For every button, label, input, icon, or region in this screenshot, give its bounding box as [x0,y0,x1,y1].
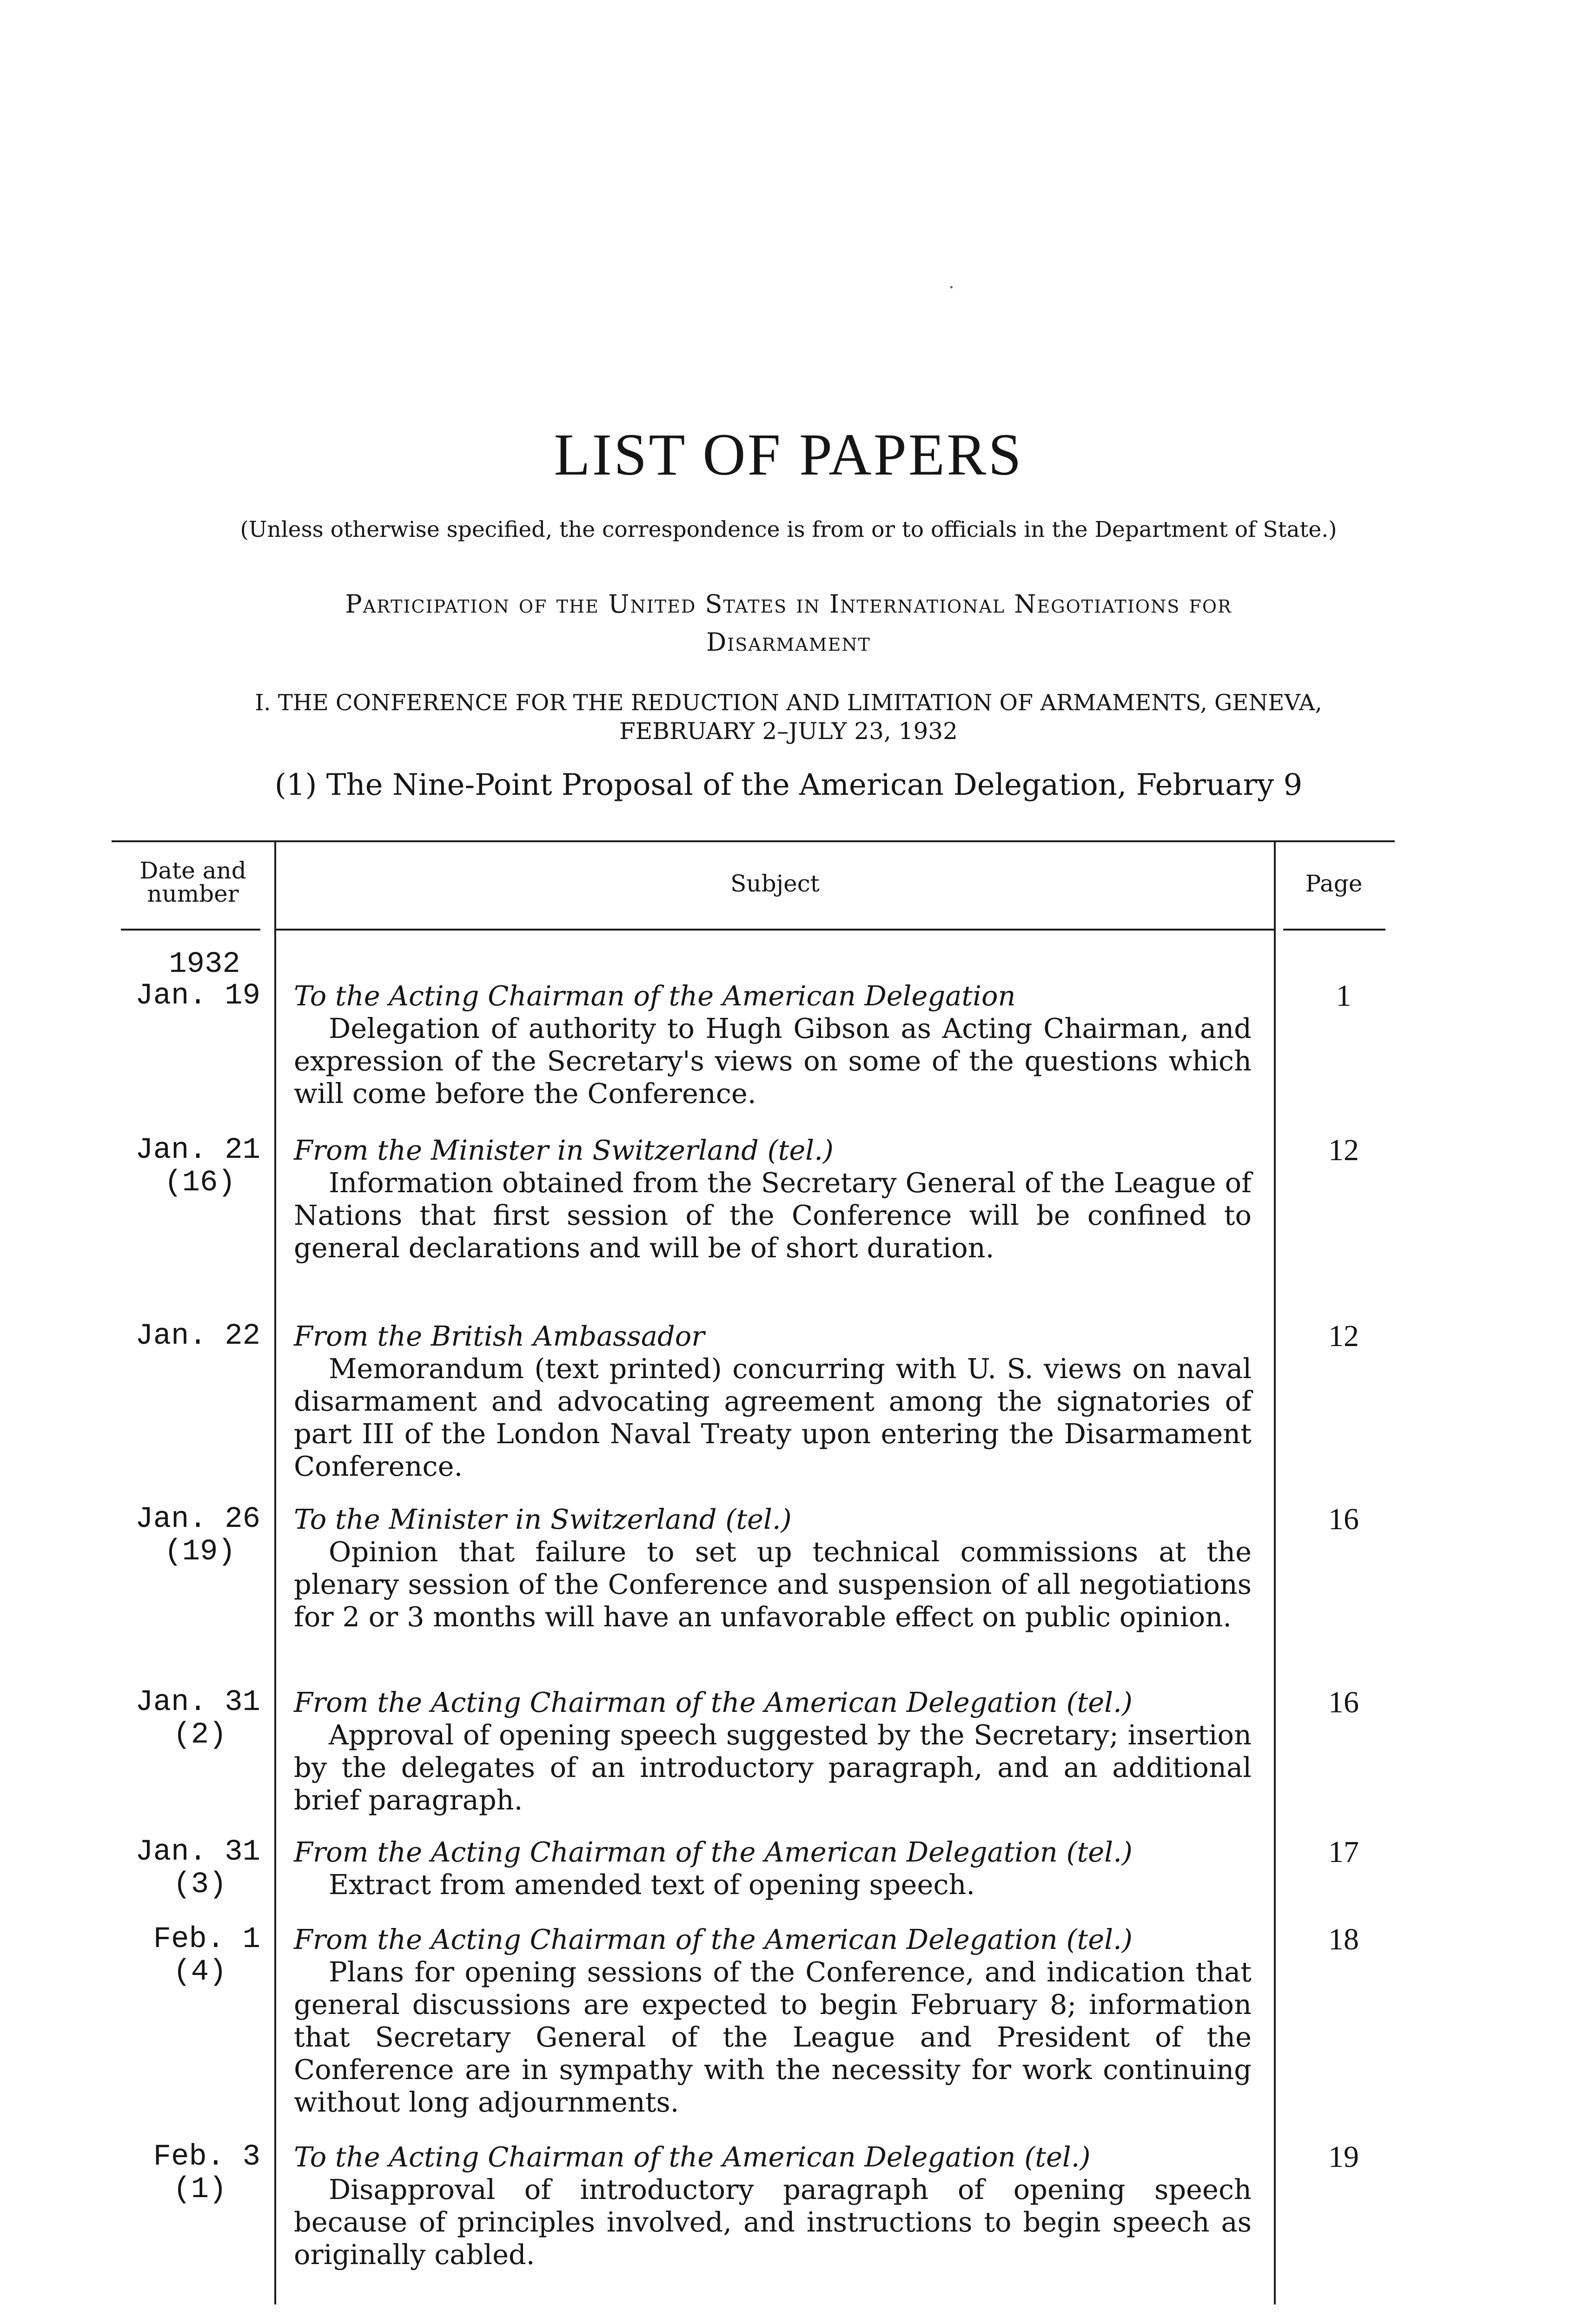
entry-summary: Delegation of authority to Hugh Gibson as Acting Chairman, and expression of the Secretary's views on some of the questions which will come before the Conference. [294,1012,1252,1109]
col-header-date-line1: Date and [139,857,246,884]
entry-date: Jan. 31 [135,1686,260,1719]
col-header-subject: Subject [730,870,820,897]
entry-page: 1 [1336,979,1352,1013]
entry-number: (3) [173,1868,227,1901]
entry-from: From the Minister in Switzerland (tel.) [294,1134,834,1166]
entry-date: Feb. 1 [153,1923,260,1956]
entry-from: To the Minister in Switzerland (tel.) [294,1503,792,1535]
entry-page: 16 [1328,1502,1359,1536]
header-bottom-rule-middle [276,929,1274,931]
correspondence-note: (Unless otherwise specified, the correspondence is from or to officials in the Department of State.) [240,517,1337,542]
entry-page: 19 [1328,2140,1359,2174]
entry-summary: Approval of opening speech suggested by the Secretary; insertion by the delegates of an introductory paragraph, and an additional brief paragraph. [294,1719,1252,1816]
col-header-date-line2: number [147,880,239,907]
section-heading-line2: FEBRUARY 2–JULY 23, 1932 [619,718,958,745]
entry-from: From the Acting Chairman of the American Delegation (tel.) [294,1923,1133,1955]
part-heading-line1: Participation of the United States in International Negotiations for [345,589,1232,619]
entry-summary: Disapproval of introductory paragraph of opening speech because of principles involved, and instructions to begin speech as originally cabled. [294,2173,1252,2271]
column-divider-right [1274,840,1276,2304]
entry-date: Jan. 22 [135,1320,260,1353]
entry-page: 18 [1328,1922,1359,1956]
entry-date: Feb. 3 [153,2140,260,2174]
entry-summary: Memorandum (text printed) concurring with U. S. views on naval disarmament and advocating agreement among the signatories of part III of the London Naval Treaty upon entering the Disarmament Conference. [294,1353,1252,1482]
entry-summary: Opinion that failure to set up technical commissions at the plenary session of the Conference and suspension of all negotiations for 2 or 3 months will have an unfavorable effect on public opinion. [294,1536,1252,1633]
page-title: LIST OF PAPERS [554,422,1023,488]
entry-date: Jan. 21 [135,1134,260,1167]
entry-from: From the Acting Chairman of the American Delegation (tel.) [294,1686,1133,1718]
table-top-rule [112,840,1395,842]
year-label: 1932 [169,948,240,981]
entry-page: 12 [1328,1319,1359,1353]
entry-from: From the Acting Chairman of the American Delegation (tel.) [294,1836,1133,1868]
header-bottom-rule-left [121,929,260,931]
entry-date: Jan. 31 [135,1835,260,1869]
column-divider-left [274,840,276,2304]
entry-number: (4) [173,1955,227,1989]
entry-from: To the Acting Chairman of the American Delegation [294,980,1016,1012]
entry-summary: Extract from amended text of opening speech. [329,1868,975,1901]
subsection-heading: (1) The Nine-Point Proposal of the American Delegation, February 9 [274,768,1303,802]
entry-summary: Plans for opening sessions of the Conference, and indication that general discussions are expected to begin February 8; information that Secretary General of the League and President of the Conference are in sympathy with the necessity for work continuing without long adjournments. [294,1956,1252,2118]
entry-number: (2) [173,1718,227,1752]
entry-number: (19) [164,1535,236,1569]
entry-number: (1) [173,2173,227,2206]
col-header-page: Page [1305,870,1363,897]
entry-summary: Information obtained from the Secretary General of the League of Nations that first session of the Conference will be confined to general declarations and will be of short duration. [294,1167,1252,1264]
entry-date: Jan. 19 [135,979,260,1013]
entry-number: (16) [164,1166,236,1200]
entry-from: From the British Ambassador [294,1320,705,1352]
entry-from: To the Acting Chairman of the American Delegation (tel.) [294,2141,1091,2173]
header-bottom-rule-right [1283,929,1385,931]
entry-date: Jan. 26 [135,1503,260,1536]
section-heading-line1: I. THE CONFERENCE FOR THE REDUCTION AND LIMITATION OF ARMAMENTS, GENEVA, [255,690,1322,716]
entry-page: 12 [1328,1133,1359,1167]
stray-mark: · [948,277,954,298]
entry-page: 17 [1328,1835,1359,1869]
entry-page: 16 [1328,1685,1359,1719]
part-heading-line2: Disarmament [706,627,871,657]
